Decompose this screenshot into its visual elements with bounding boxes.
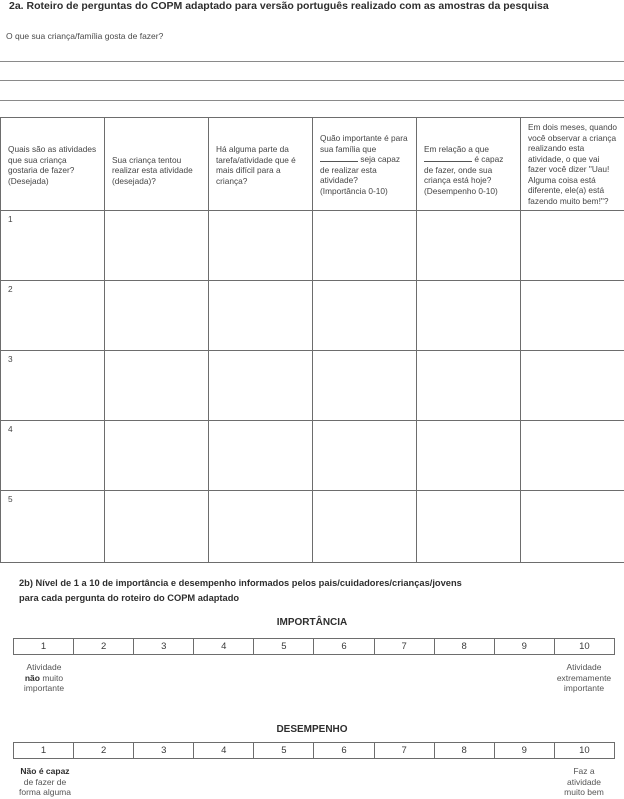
answer-cell[interactable]: [417, 491, 521, 563]
answer-cell[interactable]: [209, 491, 313, 563]
answer-cell[interactable]: [521, 491, 624, 563]
header-importance: Quão importante é para sua família que seja capaz de realizar esta atividade? (Importância 0-10): [313, 118, 417, 211]
copm-table: [0, 117, 624, 563]
importance-title: IMPORTÂNCIA: [276, 617, 348, 628]
answer-cell[interactable]: [105, 351, 209, 421]
header-performance: Em relação a que é capaz de fazer, onde sua criança está hoje? (Desempenho 0-10): [417, 118, 521, 211]
importance-option[interactable]: 9: [495, 639, 555, 654]
header-two-months: Em dois meses, quando você observar a criança realizando esta atividade, o que vai fazer você dizer "Uau! Alguma coisa está diferente, ele(a) está fazendo muito bem!"?: [521, 118, 624, 211]
performance-option[interactable]: 4: [194, 743, 254, 758]
answer-cell[interactable]: [313, 211, 417, 281]
answer-cell[interactable]: [105, 211, 209, 281]
performance-option[interactable]: 3: [134, 743, 194, 758]
row-number: 1: [1, 211, 105, 281]
performance-option[interactable]: 6: [314, 743, 374, 758]
importance-option[interactable]: 1: [14, 639, 74, 654]
row-number: 4: [1, 421, 105, 491]
header-tried-activity: Sua criança tentou realizar esta atividade (desejada)?: [105, 118, 209, 211]
answer-cell[interactable]: [105, 281, 209, 351]
answer-cell[interactable]: [105, 421, 209, 491]
performance-option[interactable]: 9: [495, 743, 555, 758]
importance-option[interactable]: 7: [375, 639, 435, 654]
answer-cell[interactable]: [521, 351, 624, 421]
row-number: 5: [1, 491, 105, 563]
answer-cell[interactable]: [417, 421, 521, 491]
header-difficult-part: Há alguma parte da tarefa/atividade que é mais difícil para a criança?: [209, 118, 313, 211]
answer-cell[interactable]: [209, 211, 313, 281]
answer-line-2[interactable]: [0, 80, 624, 81]
section-b-title: 2b) Nível de 1 a 10 de importância e desempenho informados pelos pais/cuidadores/crianças/jovens para cada pergunta do roteiro do COPM adaptado: [19, 578, 462, 603]
performance-low-anchor: Não é capaz de fazer de forma alguma: [19, 766, 71, 797]
importance-high-anchor: Atividade extremamente importante: [556, 662, 612, 693]
performance-option[interactable]: 1: [14, 743, 74, 758]
row-number: 2: [1, 281, 105, 351]
header-desired-activities: Quais são as atividades que sua criança gostaria de fazer? (Desejada): [1, 118, 105, 211]
performance-option[interactable]: 5: [254, 743, 314, 758]
importance-option[interactable]: 3: [134, 639, 194, 654]
row-number: 3: [1, 351, 105, 421]
answer-line-3[interactable]: [0, 100, 624, 101]
answer-cell[interactable]: [521, 211, 624, 281]
performance-option[interactable]: 10: [579, 745, 590, 756]
importance-option[interactable]: 8: [435, 639, 495, 654]
answer-line-1[interactable]: [0, 61, 624, 62]
answer-cell[interactable]: [209, 281, 313, 351]
answer-cell[interactable]: [417, 211, 521, 281]
performance-title: DESEMPENHO: [276, 724, 348, 735]
importance-option[interactable]: 6: [314, 639, 374, 654]
question-label: O que sua criança/família gosta de fazer?: [6, 31, 164, 41]
answer-cell[interactable]: [209, 351, 313, 421]
performance-scale: [13, 742, 615, 759]
importance-option[interactable]: 4: [194, 639, 254, 654]
performance-high-anchor: Faz a atividade muito bem: [564, 766, 604, 797]
answer-cell[interactable]: [209, 421, 313, 491]
answer-cell[interactable]: [313, 491, 417, 563]
performance-option[interactable]: 8: [435, 743, 495, 758]
answer-cell[interactable]: [313, 281, 417, 351]
answer-cell[interactable]: [313, 351, 417, 421]
importance-scale: [13, 638, 615, 655]
performance-option[interactable]: 2: [74, 743, 134, 758]
answer-cell[interactable]: [313, 421, 417, 491]
answer-cell[interactable]: [105, 491, 209, 563]
answer-cell[interactable]: [521, 421, 624, 491]
name-blank: [320, 154, 358, 162]
importance-option[interactable]: 10: [579, 641, 590, 652]
answer-cell[interactable]: [417, 281, 521, 351]
importance-option[interactable]: 5: [254, 639, 314, 654]
name-blank: [424, 154, 472, 162]
importance-option[interactable]: 2: [74, 639, 134, 654]
performance-option[interactable]: 7: [375, 743, 435, 758]
answer-cell[interactable]: [417, 351, 521, 421]
answer-cell[interactable]: [521, 281, 624, 351]
importance-low-anchor: Atividade não muito importante: [23, 662, 65, 693]
section-a-title: 2a. Roteiro de perguntas do COPM adaptado para versão português realizado com as amostras da pesquisa: [9, 0, 549, 12]
